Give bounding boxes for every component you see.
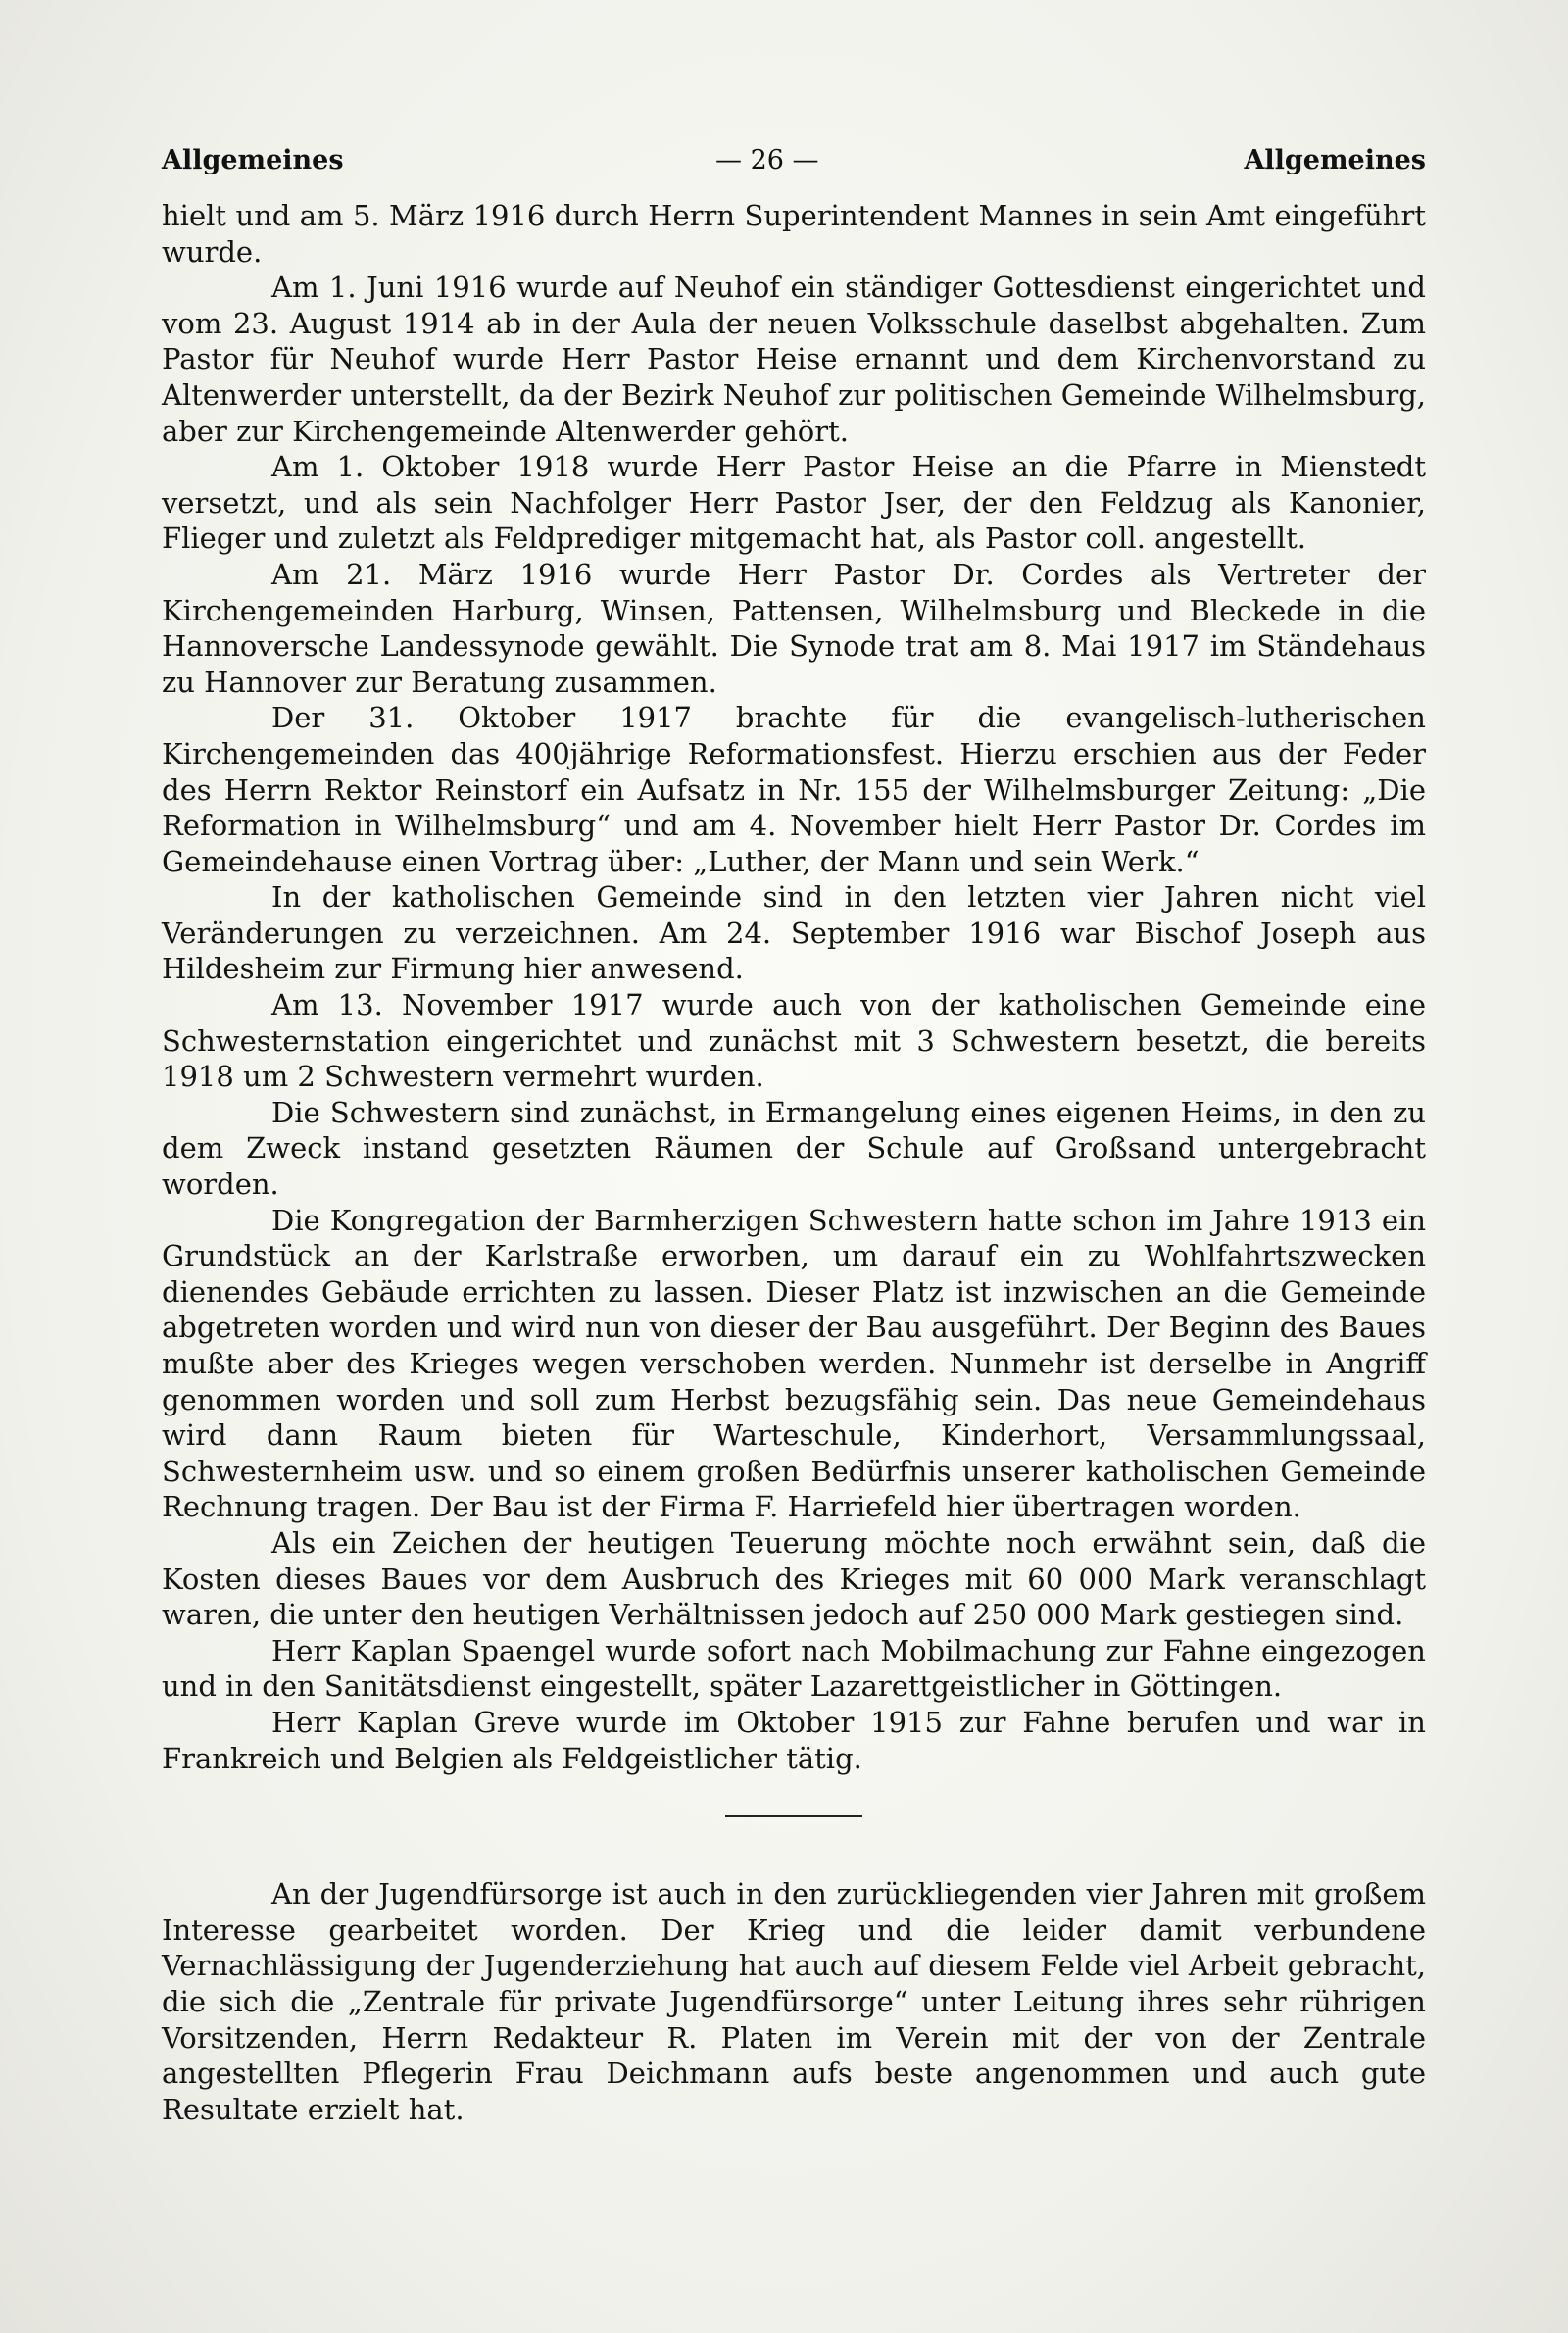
paragraph: Der 31. Oktober 1917 brachte für die evangelisch-lutherischen Kirchengemeinden das 400jährige Reformationsfest. Hierzu erschien aus der Feder des Herrn Rektor Reinstorf ein Aufsatz in Nr. 155 der Wilhelmsburger Zeitung: „Die Reformation in Wilhelmsburg“ und am 4. November hielt Herr Pastor Dr. Cordes im Gemeindehause einen Vortrag über: „Luther, der Mann und sein Werk.“ bbox=[162, 701, 1426, 878]
paragraph: An der Jugendfürsorge ist auch in den zurückliegenden vier Jahren mit großem Interesse gearbeitet worden. Der Krieg und die leider damit verbundene Vernachlässigung der Jugenderziehung hat auch auf diesem Felde viel Arbeit gebracht, die sich die „Zentrale für private Jugendfürsorge“ unter Leitung ihres sehr rührigen Vorsitzenden, Herrn Redakteur R. Platen im Verein mit der von der Zentrale angestellten Pflegerin Frau Deichmann aufs beste angenommen und auch gute Resultate erzielt hat. bbox=[162, 1877, 1426, 2126]
paragraph: In der katholischen Gemeinde sind in den letzten vier Jahren nicht viel Veränderungen zu verzeichnen. Am 24. September 1916 war Bischof Joseph aus Hildesheim zur Firmung hier anwesend. bbox=[162, 880, 1426, 986]
paragraph: Herr Kaplan Greve wurde im Oktober 1915 zur Fahne berufen und war in Frankreich und Belgien als Feldgeistlicher tätig. bbox=[162, 1705, 1426, 1775]
paragraph: Herr Kaplan Spaengel wurde sofort nach Mobilmachung zur Fahne eingezogen und in den Sanitätsdienst eingestellt, später Lazarettgeistlicher in Göttingen. bbox=[162, 1633, 1426, 1704]
paragraph: Am 1. Juni 1916 wurde auf Neuhof ein ständiger Gottesdienst eingerichtet und vom 23. August 1914 ab in der Aula der neuen Volksschule daselbst abgehalten. Zum Pastor für Neuhof wurde Herr Pastor Heise ernannt und dem Kirchenvorstand zu Altenwerder unterstellt, da der Bezirk Neuhof zur politischen Gemeinde Wilhelmsburg, aber zur Kirchengemeinde Altenwerder gehört. bbox=[162, 271, 1426, 448]
paragraph: Am 21. März 1916 wurde Herr Pastor Dr. Cordes als Vertreter der Kirchengemeinden Harburg, Winsen, Pattensen, Wilhelmsburg und Bleckede in die Hannoversche Landessynode gewählt. Die Synode trat am 8. Mai 1917 im Ständehaus zu Hannover zur Beratung zusammen. bbox=[162, 557, 1426, 699]
header-right-title: Allgemeines bbox=[1244, 145, 1426, 175]
page-number: — 26 — bbox=[715, 145, 819, 175]
paragraph: hielt und am 5. März 1916 durch Herrn Superintendent Mannes in sein Amt eingeführt wurde. bbox=[162, 199, 1426, 269]
header-left-title: Allgemeines bbox=[162, 145, 344, 175]
paragraph: Als ein Zeichen der heutigen Teuerung möchte noch erwähnt sein, daß die Kosten dieses Baues vor dem Ausbruch des Krieges mit 60 000 Mark veranschlagt waren, die unter den heutigen Verhältnissen jedoch auf 250 000 Mark gestiegen sind. bbox=[162, 1525, 1426, 1632]
section-divider bbox=[725, 1815, 862, 1817]
paragraph: Am 1. Oktober 1918 wurde Herr Pastor Heise an die Pfarre in Mienstedt versetzt, und als sein Nachfolger Herr Pastor Jser, der den Feldzug als Kanonier, Flieger und zuletzt als Feldprediger mitgemacht hat, als Pastor coll. angestellt. bbox=[162, 450, 1426, 556]
page-header bbox=[162, 137, 1426, 186]
paragraph: Die Schwestern sind zunächst, in Ermangelung eines eigenen Heims, in den zu dem Zweck instand gesetzten Räumen der Schule auf Großsand untergebracht worden. bbox=[162, 1095, 1426, 1202]
body-text bbox=[162, 198, 1426, 2127]
paragraph: Die Kongregation der Barmherzigen Schwestern hatte schon im Jahre 1913 ein Grundstück an der Karlstraße erworben, um darauf ein zu Wohlfahrtszwecken dienendes Gebäude errichten zu lassen. Dieser Platz ist inzwischen an die Gemeinde abgetreten worden und wird nun von dieser der Bau ausgeführt. Der Beginn des Baues mußte aber des Krieges wegen verschoben werden. Nunmehr ist derselbe in Angriff genommen worden und soll zum Herbst bezugsfähig sein. Das neue Gemeindehaus wird dann Raum bieten für Warteschule, Kinderhort, Versammlungssaal, Schwesternheim usw. und so einem großen Bedürfnis unserer katholischen Gemeinde Rechnung tragen. Der Bau ist der Firma F. Harriefeld hier übertragen worden. bbox=[162, 1203, 1426, 1524]
paragraph: Am 13. November 1917 wurde auch von der katholischen Gemeinde eine Schwesternstation eingerichtet und zunächst mit 3 Schwestern besetzt, die bereits 1918 um 2 Schwestern vermehrt wurden. bbox=[162, 988, 1426, 1094]
